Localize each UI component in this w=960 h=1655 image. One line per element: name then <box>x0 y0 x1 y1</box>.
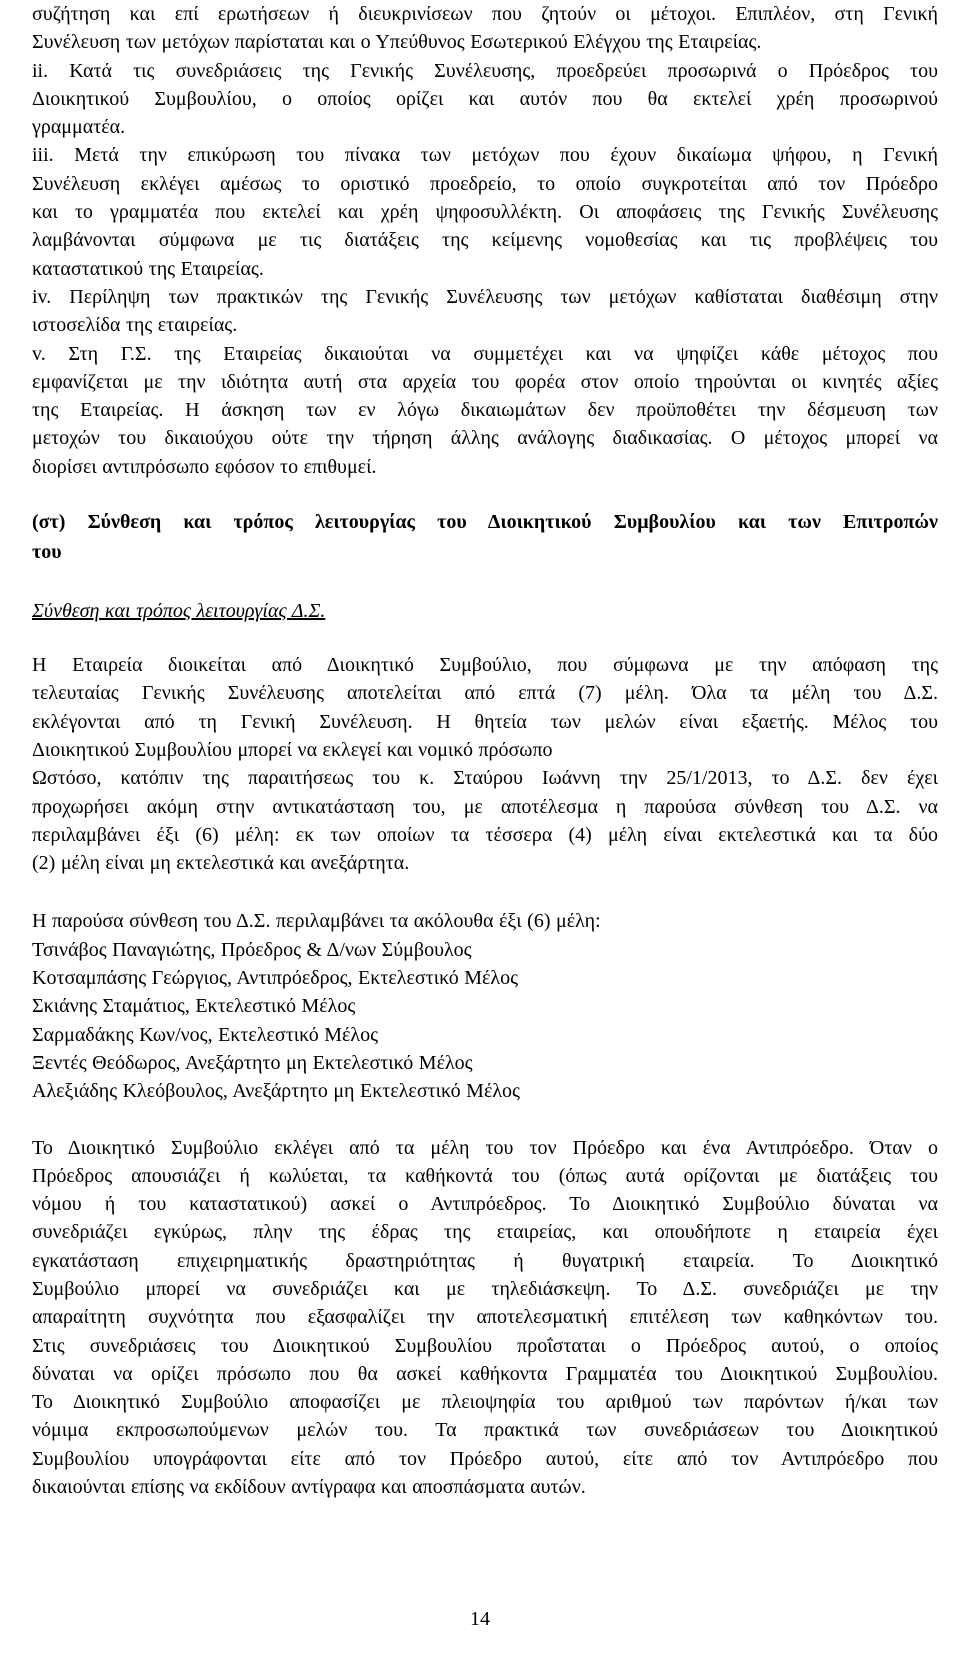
text-line: Διοικητικού Συμβουλίου μπορεί να εκλεγεί και νομικό πρόσωπο <box>32 738 553 761</box>
paragraph-item-ii <box>32 57 938 142</box>
text-line: ii. Κατά τις συνεδριάσεις της Γενικής Συνέλευσης, προεδρεύει προσωρινά ο Πρόεδρος του <box>32 59 938 82</box>
text-line: νόμου ή του καταστατικού) ασκεί ο Αντιπρόεδρος. Το Διοικητικό Συμβούλιο δύναται να <box>32 1193 938 1216</box>
text-line: Ωστόσο, κατόπιν της παραιτήσεως του κ. Σταύρου Ιωάννη την 25/1/2013, το Δ.Σ. δεν έχει <box>32 767 938 790</box>
text-line: Το Διοικητικό Συμβούλιο αποφασίζει με πλειοψηφία του αριθμού των παρόντων ή/και των <box>32 1391 938 1414</box>
heading-line: του <box>32 541 62 564</box>
text-line: συζήτηση και επί ερωτήσεων ή διευκρινίσεων που ζητούν οι μέτοχοι. Επιπλέον, στη Γενική <box>32 3 938 25</box>
page-number: 14 <box>470 1608 490 1630</box>
heading-line: (στ) Σύνθεση και τρόπος λειτουργίας του Διοικητικού Συμβουλίου και των Επιτροπών <box>32 511 938 534</box>
paragraph-item-iii <box>32 141 938 282</box>
paragraph-composition <box>32 651 938 877</box>
text-line: δύναται να ορίζει πρόσωπο που θα ασκεί καθήκοντα Γραμματέα του Διοικητικού Συμβουλίου. <box>32 1362 938 1385</box>
text-line: μετοχών του δικαιούχου ούτε την τήρηση άλλης ανάλογης διαδικασίας. Ο μέτοχος μπορεί να <box>32 427 938 450</box>
document-body <box>32 0 938 1501</box>
text-line: Συμβουλίου υπογράφονται είτε από τον Πρόεδρο αυτού, είτε από τον Αντιπρόεδρο που <box>32 1447 938 1470</box>
text-line: εκλέγονται από τη Γενική Συνέλευση. Η θητεία των μελών είναι εξαετής. Μέλος του <box>32 710 938 733</box>
list-item: Σκιάνης Σταμάτιος, Εκτελεστικό Μέλος <box>32 995 356 1018</box>
text-line: της Εταιρείας. Η άσκηση των εν λόγω δικαιωμάτων δεν προϋποθέτει την δέσμευση των <box>32 399 938 422</box>
text-line: (2) μέλη είναι μη εκτελεστικά και ανεξάρτητα. <box>32 852 410 875</box>
text-line: Πρόεδρος απουσιάζει ή κωλύεται, τα καθήκοντά του (όπως αυτά ορίζονται με διατάξεις του <box>32 1164 938 1187</box>
text-line: καταστατικού της Εταιρείας. <box>32 257 264 280</box>
text-line: Η Εταιρεία διοικείται από Διοικητικό Συμβούλιο, που σύμφωνα με την απόφαση της <box>32 654 938 677</box>
text-line: προχωρήσει ακόμη στην αντικατάσταση του, με αποτέλεσμα η παρούσα σύνθεση του Δ.Σ. να <box>32 795 938 818</box>
text-line: Συνέλευση εκλέγει αμέσως το οριστικό προεδρείο, το οποίο συγκροτείται από τον Πρόεδρο <box>32 172 938 195</box>
list-item: Τσινάβος Παναγιώτης, Πρόεδρος & Δ/νων Σύμβουλος <box>32 938 472 961</box>
text-line: περιλαμβάνει έξι (6) μέλη: εκ των οποίων τα τέσσερα (4) μέλη είναι εκτελεστικά και τα δύο <box>32 823 938 846</box>
text-line: τελευταίας Γενικής Συνέλευσης αποτελείται από επτά (7) μέλη. Όλα τα μέλη του Δ.Σ. <box>32 682 938 705</box>
text-line: Συμβούλιο μπορεί να συνεδριάζει και με τηλεδιάσκεψη. Το Δ.Σ. συνεδριάζει με την <box>32 1277 938 1300</box>
text-line: εγκατάσταση επιχειρηματικής δραστηριότητας ή θυγατρική εταιρεία. Το Διοικητικό <box>32 1249 938 1272</box>
text-line: Συνέλευση των μετόχων παρίσταται και ο Υπεύθυνος Εσωτερικού Ελέγχου της Εταιρείας. <box>32 31 762 54</box>
text-line: και το γραμματέα που εκτελεί και χρέη ψηφοσυλλέκτη. Οι αποφάσεις της Γενικής Συνέλευσης <box>32 201 938 224</box>
text-line: Το Διοικητικό Συμβούλιο εκλέγει από τα μέλη του τον Πρόεδρο και ένα Αντιπρόεδρο. Όταν ο <box>32 1136 938 1159</box>
text-line: λαμβάνονται σύμφωνα με τις διατάξεις της κείμενης νομοθεσίας και τις προβλέψεις του <box>32 229 938 252</box>
list-item: Σαρμαδάκης Κων/νος, Εκτελεστικό Μέλος <box>32 1023 379 1046</box>
text-line: v. Στη Γ.Σ. της Εταιρείας δικαιούται να συμμετέχει και να ψηφίζει κάθε μέτοχος που <box>32 342 938 365</box>
members-intro: Η παρούσα σύνθεση του Δ.Σ. περιλαμβάνει τα ακόλουθα έξι (6) μέλη: <box>32 910 601 933</box>
paragraph-operation <box>32 1134 938 1502</box>
text-line: Στις συνεδριάσεις του Διοικητικού Συμβουλίου προΐσταται ο Πρόεδρος αυτού, ο οποίος <box>32 1334 938 1357</box>
list-item: Ξεντές Θεόδωρος, Ανεξάρτητο μη Εκτελεστικό Μέλος <box>32 1051 473 1074</box>
text-line: συνεδριάζει εγκύρως, πλην της έδρας της εταιρείας, και οπουδήποτε η εταιρεία έχει <box>32 1221 938 1244</box>
section-heading <box>32 507 938 567</box>
text-line: εμφανίζεται με την ιδιότητα αυτή στα αρχεία του φορέα στον οποίο τηρούνται οι κινητές αξίες <box>32 370 938 393</box>
board-members-list <box>32 907 938 1105</box>
list-item: Κοτσαμπάσης Γεώργιος, Αντιπρόεδρος, Εκτελεστικό Μέλος <box>32 967 519 990</box>
text-line: iv. Περίληψη των πρακτικών της Γενικής Συνέλευσης των μετόχων καθίσταται διαθέσιμη στην <box>32 285 938 308</box>
list-item: Αλεξιάδης Κλεόβουλος, Ανεξάρτητο μη Εκτελεστικό Μέλος <box>32 1080 520 1103</box>
text-line: Διοικητικού Συμβουλίου, ο οποίος ορίζει και αυτόν που θα εκτελεί χρέη προσωρινού <box>32 87 938 110</box>
text-line: απαραίτητη συχνότητα που εξασφαλίζει την αποτελεσματική επιτέλεση των καθηκόντων του. <box>32 1306 938 1329</box>
paragraph-intro <box>32 0 938 57</box>
text-line: διορίσει αντιπρόσωπο εφόσον το επιθυμεί. <box>32 455 377 478</box>
text-line: ιστοσελίδα της εταιρείας. <box>32 314 238 337</box>
subheading: Σύνθεση και τρόπος λειτουργίας Δ.Σ. <box>32 600 326 623</box>
text-line: γραμματέα. <box>32 116 126 139</box>
text-line: νόμιμα εκπροσωπούμενων μελών του. Τα πρακτικά των συνεδριάσεων του Διοικητικού <box>32 1419 938 1442</box>
text-line: δικαιούνται επίσης να εκδίδουν αντίγραφα και αποσπάσματα αυτών. <box>32 1476 586 1499</box>
paragraph-item-iv <box>32 283 938 340</box>
paragraph-item-v <box>32 340 938 481</box>
text-line: iii. Μετά την επικύρωση του πίνακα των μετόχων που έχουν δικαίωμα ψήφου, η Γενική <box>32 144 938 167</box>
